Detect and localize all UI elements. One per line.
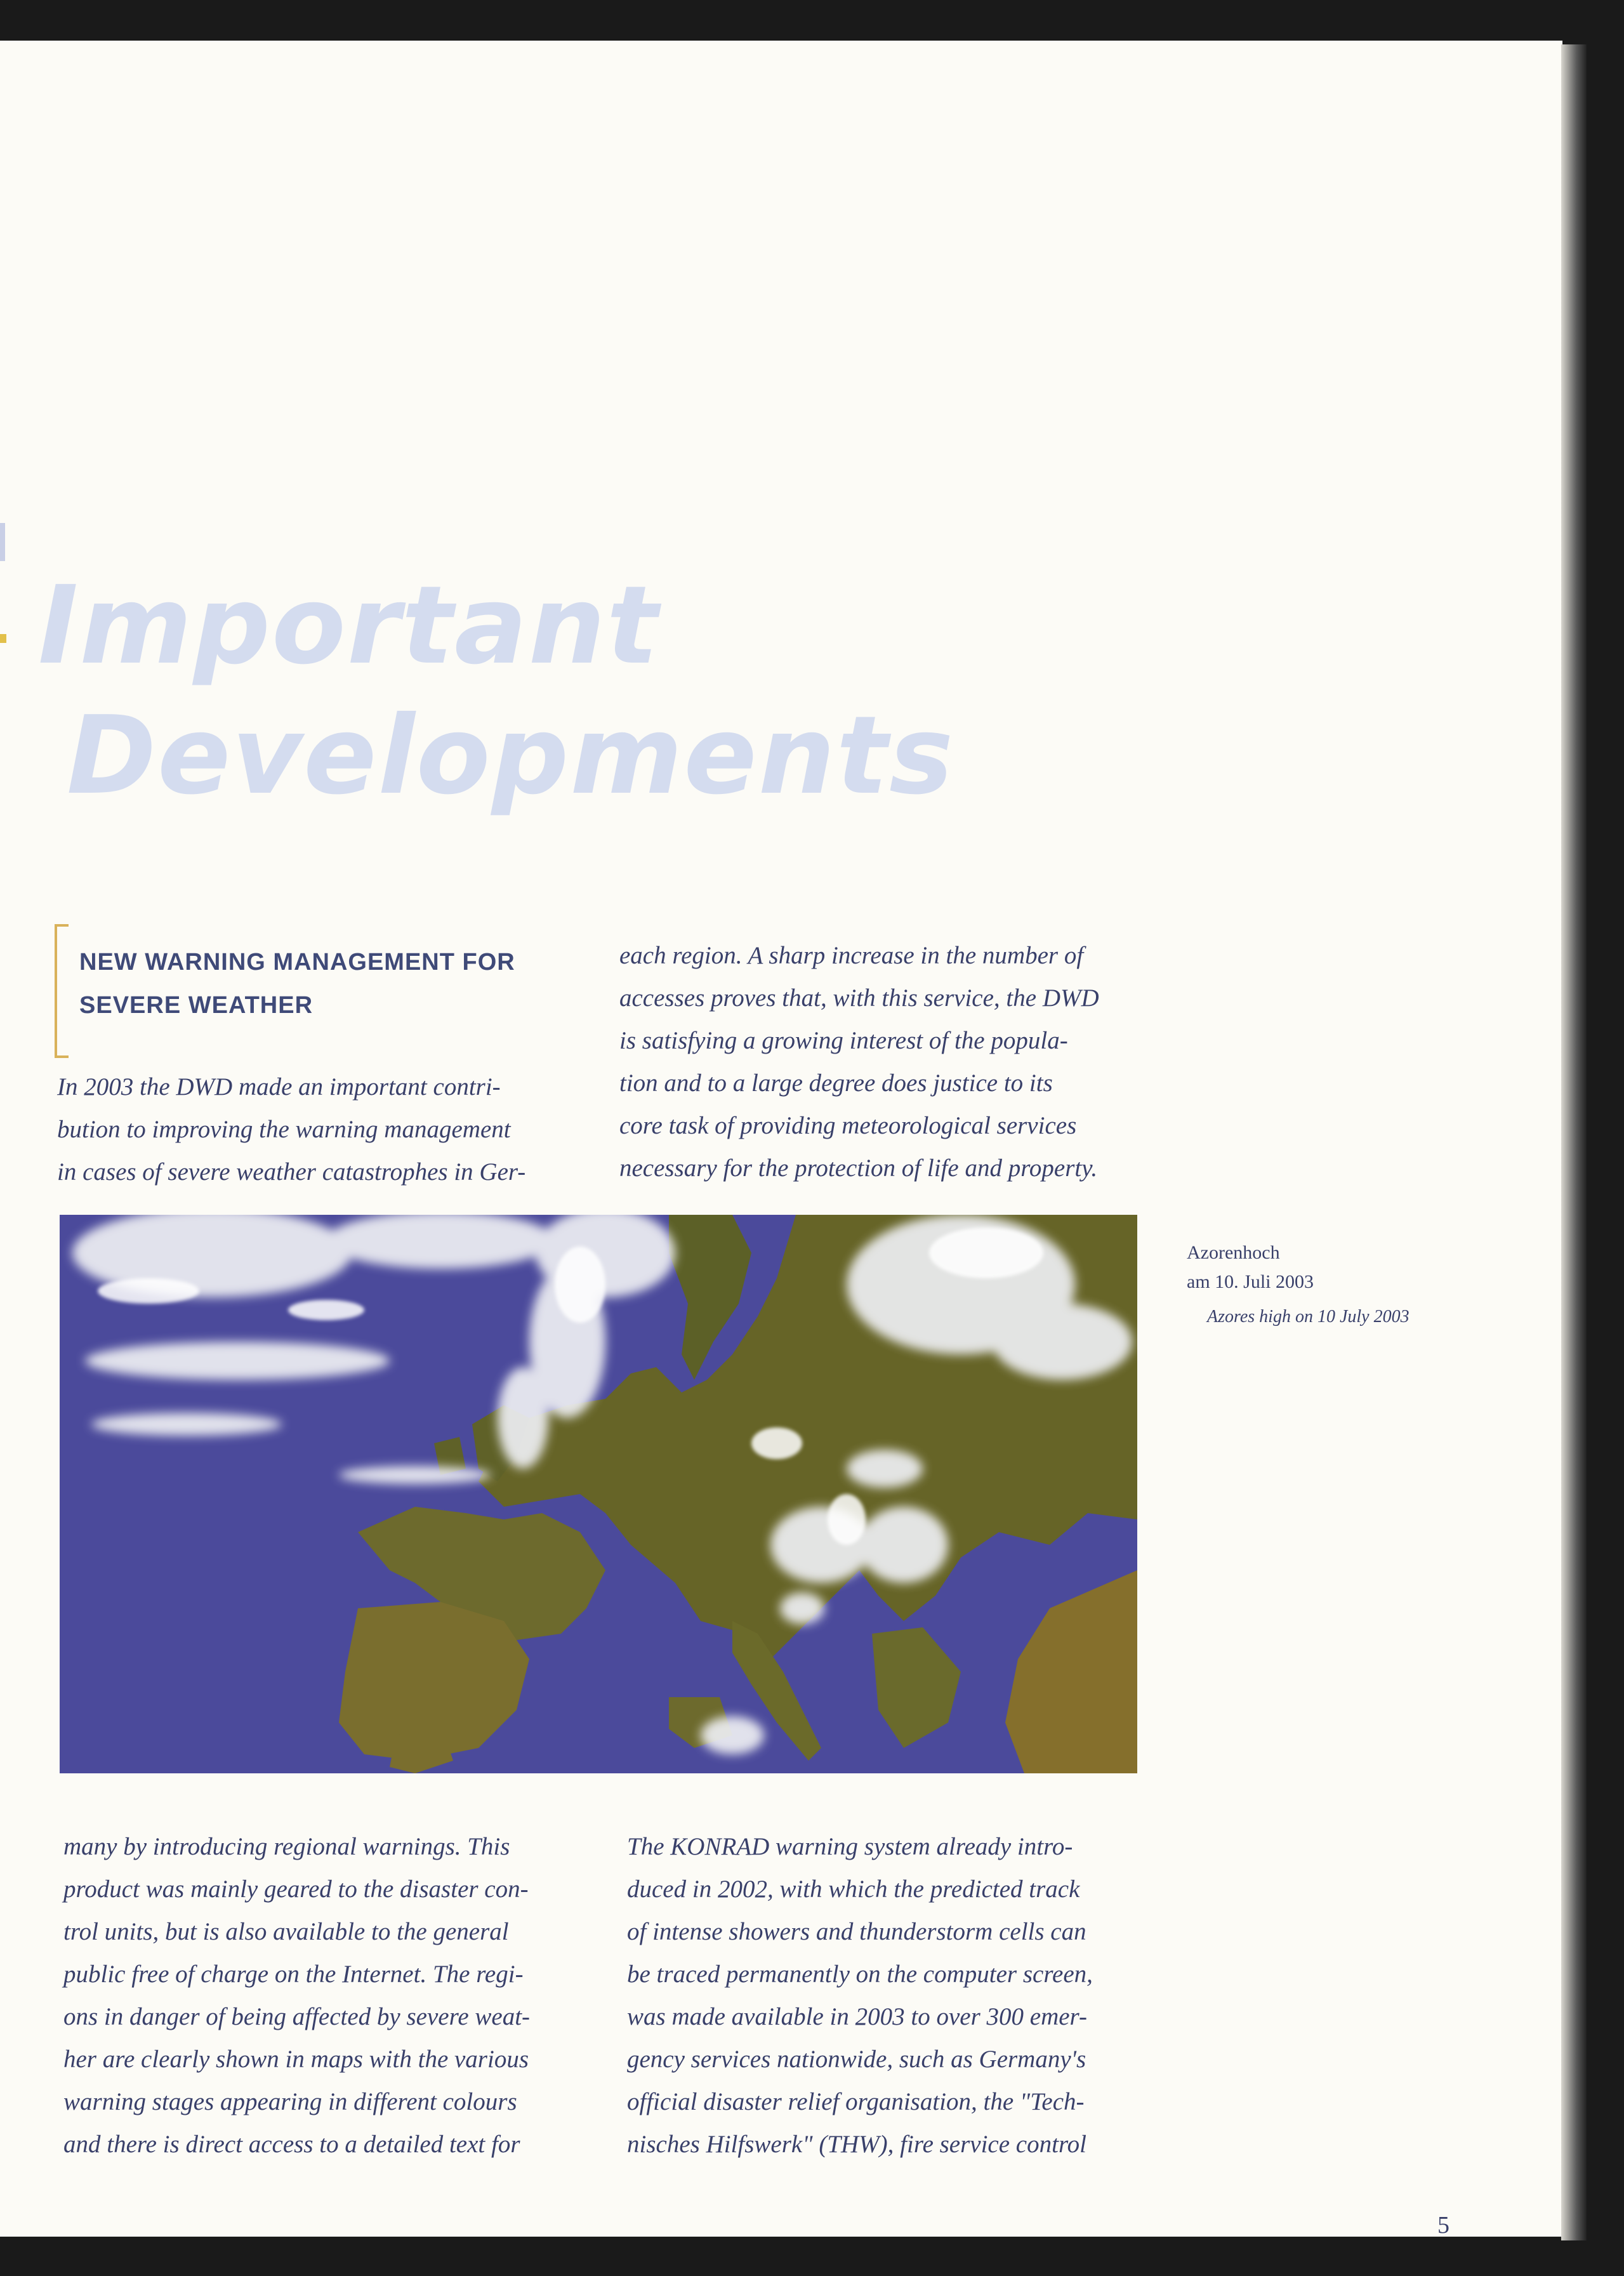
section-heading [79, 941, 562, 1027]
text-line: of intense showers and thunderstorm cells can [627, 1918, 1086, 1945]
text-line: In 2003 the DWD made an important contri- [57, 1073, 501, 1101]
heading-line-2: SEVERE WEATHER [79, 992, 314, 1019]
text-line: duced in 2002, with which the predicted track [627, 1876, 1080, 1903]
page-edge-shadow [1561, 44, 1587, 2240]
text-line: The KONRAD warning system already intro- [627, 1833, 1073, 1860]
page [0, 41, 1562, 2237]
text-line: is satisfying a growing interest of the popula- [619, 1027, 1068, 1054]
heading-bracket [55, 924, 69, 1058]
text-line: tion and to a large degree does justice to its [619, 1069, 1053, 1097]
text-line: gency services nationwide, such as Germany's [627, 2046, 1086, 2073]
column-2-top-text [619, 934, 1152, 1189]
title-line-1: Important [38, 563, 659, 689]
text-line: was made available in 2003 to over 300 emer- [627, 2003, 1087, 2030]
text-line: each region. A sharp increase in the number of [619, 942, 1084, 969]
image-caption-german [1187, 1238, 1314, 1297]
text-line: and there is direct access to a detailed text for [63, 2131, 520, 2158]
title-line-2: Developments [67, 693, 955, 819]
text-line: nisches Hilfswerk" (THW), fire service control [627, 2131, 1087, 2158]
caption-line-2: am 10. Juli 2003 [1187, 1271, 1314, 1292]
satellite-map-illustration [60, 1215, 1137, 1773]
text-line: be traced permanently on the computer screen, [627, 1961, 1093, 1988]
column-1-bottom-text [63, 1825, 584, 2166]
caption-line-1: Azorenhoch [1187, 1242, 1280, 1263]
text-line: core task of providing meteorological services [619, 1112, 1077, 1139]
text-line: accesses proves that, with this service, the DWD [619, 984, 1099, 1012]
text-line: necessary for the protection of life and property. [619, 1155, 1098, 1182]
margin-fragment [0, 523, 5, 561]
text-line: product was mainly geared to the disaster con- [63, 1876, 529, 1903]
text-line: in cases of severe weather catastrophes in Ger- [57, 1158, 526, 1186]
column-2-bottom-text [627, 1825, 1160, 2166]
page-title [38, 561, 954, 821]
text-line: official disaster relief organisation, the "Tech- [627, 2088, 1085, 2115]
page-number: 5 [1437, 2212, 1449, 2237]
column-1-top-text [57, 1066, 578, 1193]
text-line: bution to improving the warning management [57, 1116, 511, 1143]
text-line: trol units, but is also available to the general [63, 1918, 509, 1945]
text-line: ons in danger of being affected by severe weat- [63, 2003, 531, 2030]
text-line: public free of charge on the Internet. The regi- [63, 1961, 524, 1988]
image-caption-english: Azores high on 10 July 2003 [1207, 1307, 1409, 1327]
heading-line-1: NEW WARNING MANAGEMENT FOR [79, 949, 515, 976]
text-line: many by introducing regional warnings. This [63, 1833, 510, 1860]
satellite-image [60, 1215, 1137, 1773]
margin-mark [0, 634, 6, 643]
text-line: warning stages appearing in different colours [63, 2088, 517, 2115]
text-line: her are clearly shown in maps with the various [63, 2046, 529, 2073]
